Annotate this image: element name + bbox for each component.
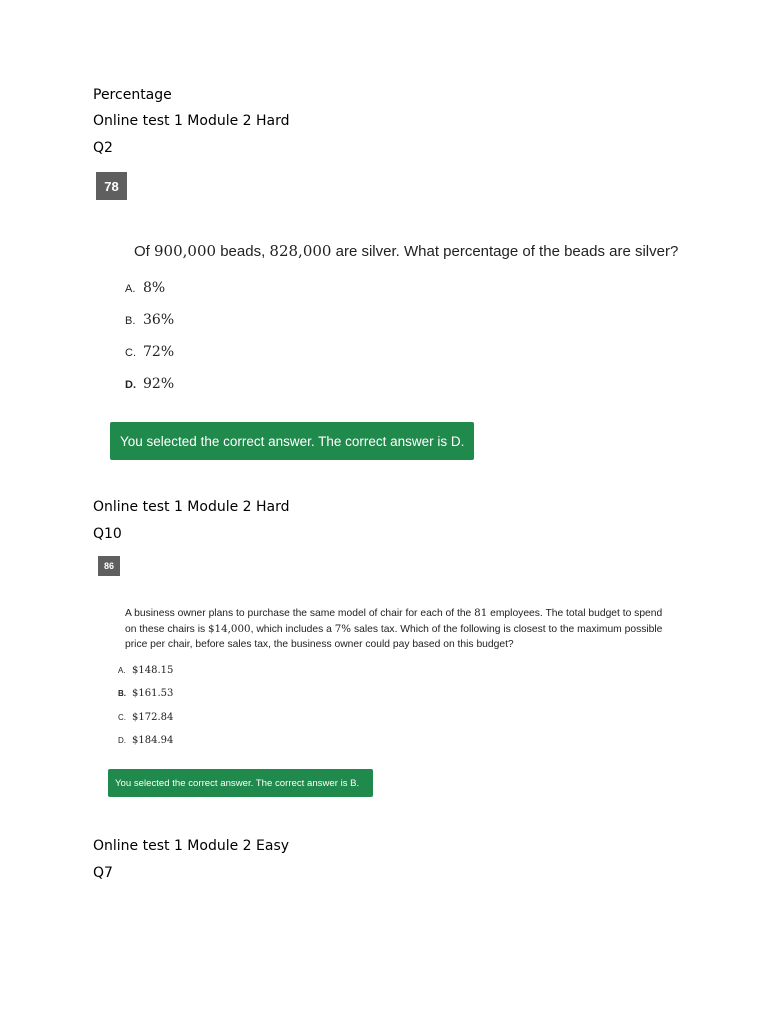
topic-heading: Percentage	[93, 87, 172, 103]
question-text-part: A business owner plans to purchase the same model of chair for each of the	[125, 608, 475, 619]
question-badge-2: 86	[98, 556, 120, 576]
question-number-3: Q7	[93, 865, 113, 881]
answer-option-b[interactable]	[125, 311, 174, 328]
answer-option-d[interactable]	[118, 735, 173, 746]
answer-option-c[interactable]	[118, 712, 173, 723]
question-badge-1: 78	[96, 172, 127, 200]
option-letter: A.	[118, 666, 126, 675]
option-letter: C.	[125, 347, 136, 359]
option-letter: A.	[125, 283, 136, 295]
option-value: 36%	[143, 312, 175, 328]
question-number-1: Q2	[93, 140, 113, 156]
option-value: 72%	[143, 344, 175, 360]
option-letter: D.	[125, 379, 136, 391]
question-text-1	[134, 241, 678, 262]
question-number-value: 900,000	[154, 242, 217, 260]
feedback-banner-2: You selected the correct answer. The correct answer is B.	[108, 769, 373, 797]
option-value: $148.15	[132, 665, 174, 676]
answer-option-d-selected[interactable]	[125, 375, 174, 392]
option-letter: B.	[118, 689, 126, 698]
answer-option-b-selected[interactable]	[118, 688, 173, 699]
question-text-part: , which includes a	[250, 623, 335, 635]
option-letter: B.	[125, 315, 136, 327]
question-text-part: employees. The total budget to spend on these chairs is	[125, 608, 663, 635]
answer-option-a[interactable]	[118, 665, 173, 676]
question-number-value: 7%	[334, 622, 352, 635]
question-number-value: $14,000	[208, 622, 251, 635]
feedback-banner-1: You selected the correct answer. The correct answer is D.	[110, 422, 474, 460]
test-label-3: Online test 1 Module 2 Easy	[93, 838, 290, 854]
question-number-value: 828,000	[269, 242, 332, 260]
option-value: $172.84	[132, 712, 174, 723]
option-letter: C.	[118, 713, 126, 722]
test-label-1: Online test 1 Module 2 Hard	[93, 113, 290, 129]
question-text-part: sales tax. Which of the following is closest to the maximum possible price per chair, before sales tax, the business owner could pay based on this budget?	[125, 623, 663, 650]
option-value: 8%	[143, 280, 166, 296]
question-text-part: are silver. What percentage of the beads are silver?	[331, 243, 679, 260]
option-value: 92%	[143, 376, 175, 392]
question-text-2	[125, 606, 675, 653]
question-text-part: beads,	[216, 243, 270, 260]
option-value: $161.53	[132, 688, 174, 699]
answer-option-c[interactable]	[125, 343, 174, 360]
option-value: $184.94	[132, 735, 174, 746]
question-number-2: Q10	[93, 526, 122, 542]
question-text-part: Of	[134, 243, 155, 260]
option-letter: D.	[118, 736, 126, 745]
answer-option-a[interactable]	[125, 279, 165, 296]
test-label-2: Online test 1 Module 2 Hard	[93, 499, 290, 515]
question-number-value: 81	[474, 607, 488, 619]
